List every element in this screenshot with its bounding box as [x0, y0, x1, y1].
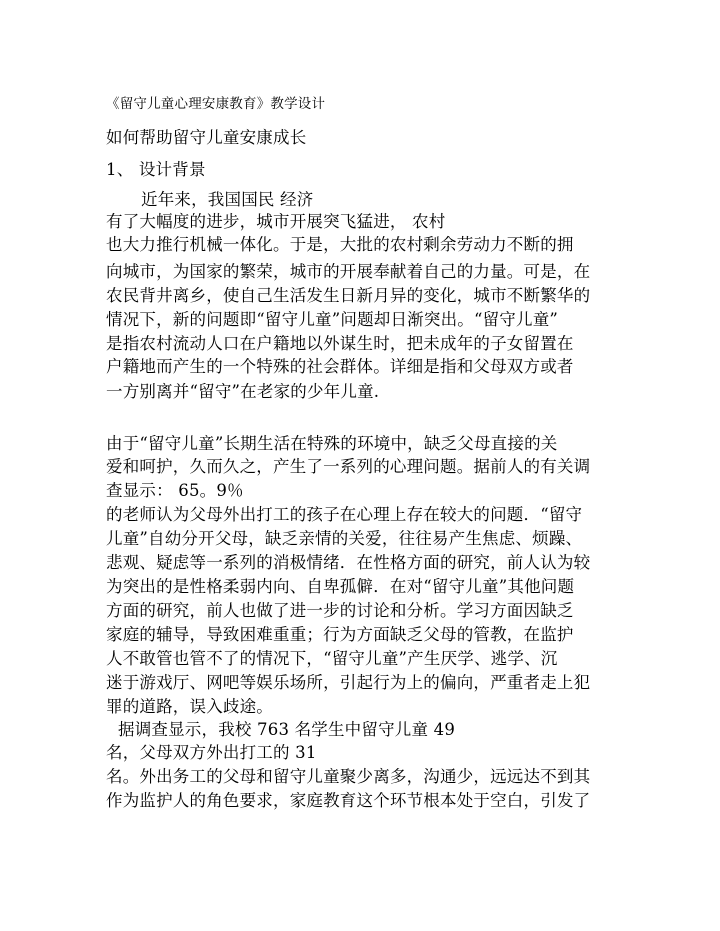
paragraph-line: 儿童”自幼分开父母，缺乏亲情的关爱，往往易产生焦虑、烦躁、: [106, 529, 583, 548]
paragraph-line: 户籍地而产生的一个特殊的社会群体。详细是指和父母双方或者: [106, 357, 574, 376]
paragraph-line: 向城市，为国家的繁荣，城市的开展奉献着自己的力量。可是，在: [106, 262, 591, 281]
paragraph-line: 罪的道路，误入歧途。: [106, 697, 273, 716]
paragraph-line: 家庭的辅导，导致困难重重；行为方面缺乏父母的管教，在监护: [106, 625, 574, 644]
paragraph-line: 人不敢管也管不了的情况下，“留守儿童”产生厌学、逃学、沉: [106, 649, 558, 668]
paragraph-line: 名，父母双方外出打工的 31: [106, 743, 317, 762]
paragraph-line: 情况下，新的问题即“留守儿童”问题却日渐突出。“留守儿童”: [106, 310, 559, 329]
paragraph-line: 作为监护人的角色要求，家庭教育这个环节根本处于空白，引发了: [106, 791, 591, 810]
paragraph-line: 方面的研究，前人也做了进一步的讨论和分析。学习方面因缺乏: [106, 601, 574, 620]
paragraph-line: 为突出的是性格柔弱内向、自卑孤僻．在对“留守儿童”其他问题: [106, 577, 575, 596]
section-heading: 1、 设计背景: [106, 160, 206, 179]
paragraph-line: 查显示： 65。9％: [106, 481, 244, 500]
paragraph-line: 农民背井离乡，使自己生活发生日新月异的变化，城市不断繁华的: [106, 286, 591, 305]
paragraph-line: 有了大幅度的进步，城市开展突飞猛进， 农村: [106, 212, 446, 231]
paragraph-line: 是指农村流动人口在户籍地以外谋生时，把未成年的子女留置在: [106, 334, 574, 353]
paragraph-line: 由于“留守儿童”长期生活在特殊的环境中，缺乏父母直接的关: [106, 434, 558, 453]
paragraph-line: 爱和呵护，久而久之，产生了一系列的心理问题。据前人的有关调: [106, 457, 591, 476]
paragraph-line: 一方别离并“留守”在老家的少年儿童.: [106, 382, 380, 401]
paragraph-line: 的老师认为父母外出打工的孩子在心理上存在较大的问题．“留守: [106, 505, 583, 524]
document-title: 《留守儿童心理安康教育》教学设计: [106, 96, 326, 112]
paragraph-line: 也大力推行机械一体化。于是，大批的农村剩余劳动力不断的拥: [106, 235, 574, 254]
paragraph-line: 近年来，我国国民 经济: [141, 190, 314, 209]
paragraph-line: 据调查显示，我校 763 名学生中留守儿童 49: [118, 720, 456, 739]
paragraph-line: 悲观、疑虑等一系列的消极情绪．在性格方面的研究，前人认为较: [106, 553, 591, 572]
paragraph-line: 名。外出务工的父母和留守儿童聚少离多，沟通少，远远达不到其: [106, 767, 591, 786]
paragraph-line: 迷于游戏厅、网吧等娱乐场所，引起行为上的偏向，严重者走上犯: [106, 673, 591, 692]
document-subtitle: 如何帮助留守儿童安康成长: [106, 128, 307, 147]
